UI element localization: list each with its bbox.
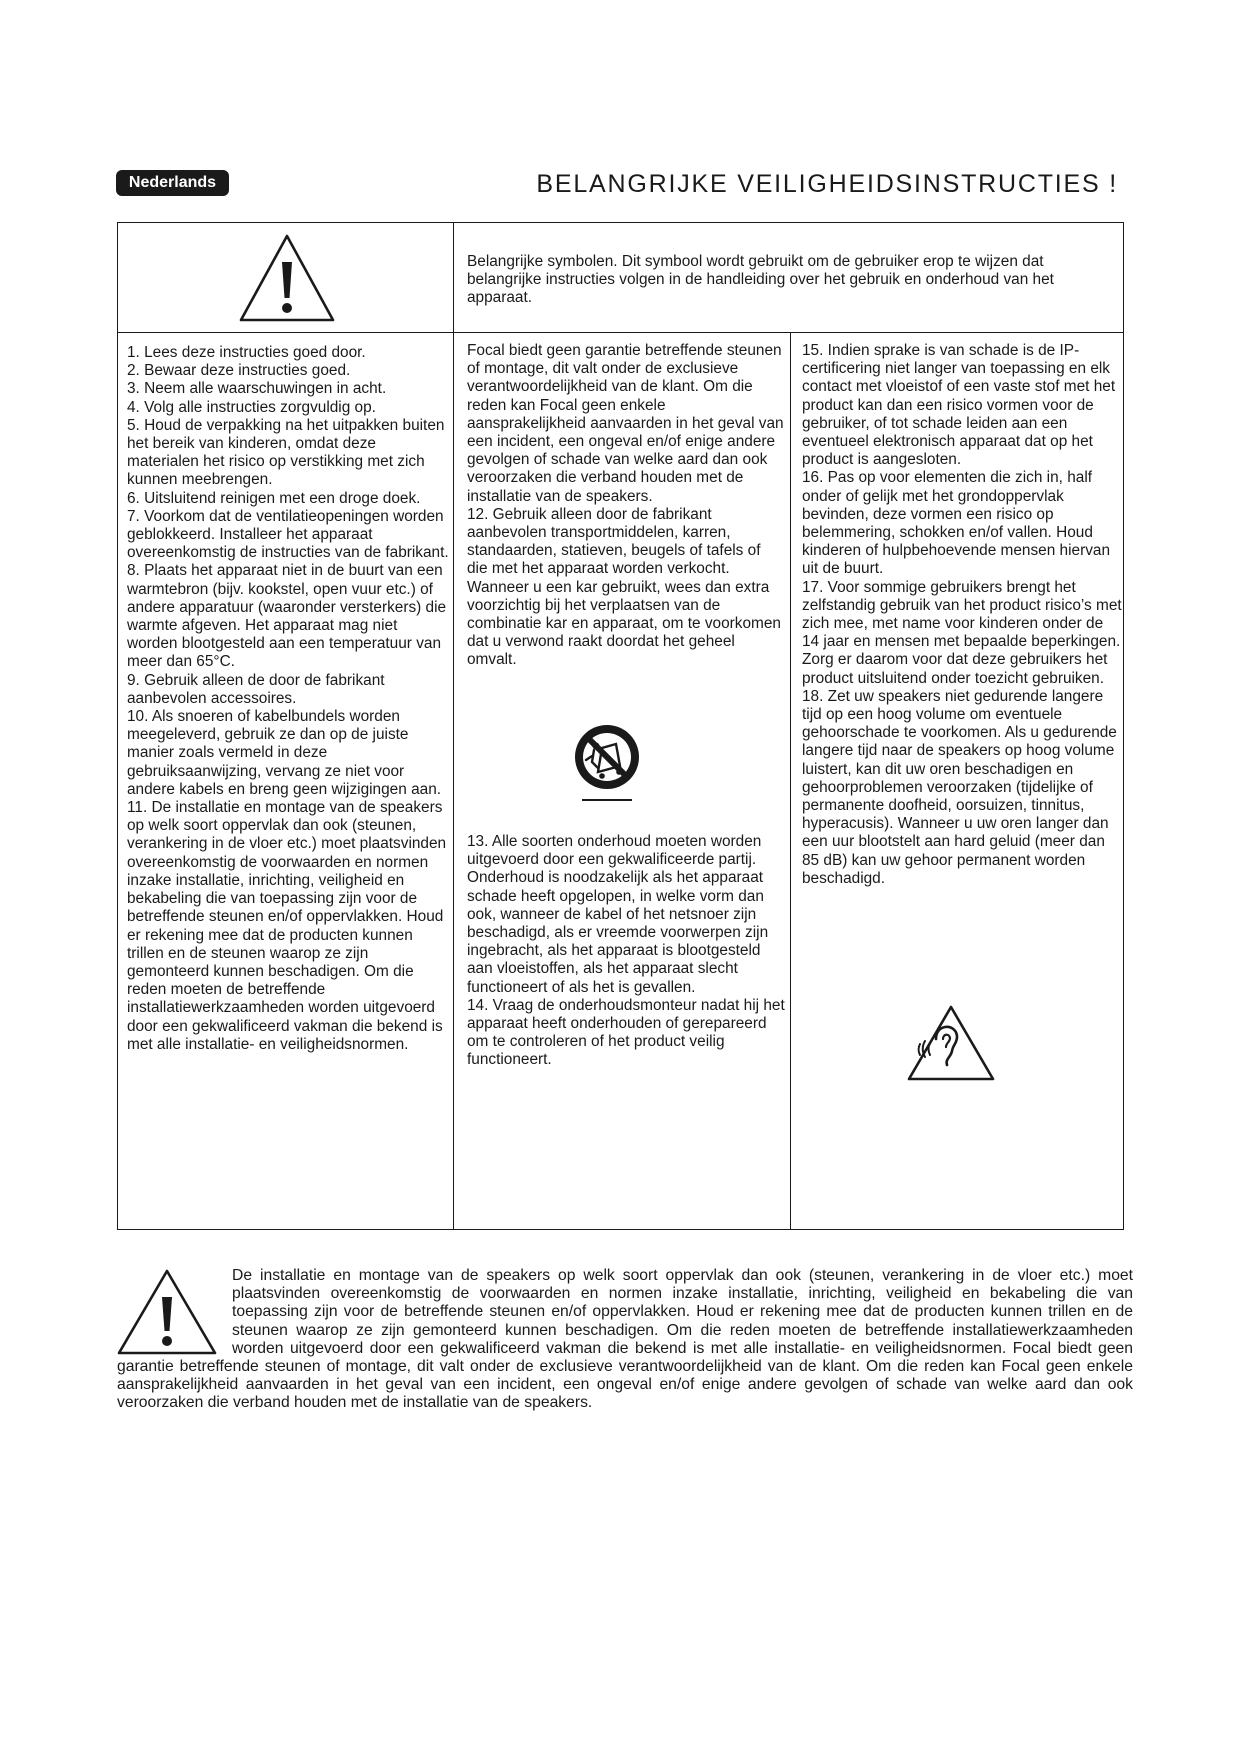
instructions-column-2-top (467, 342, 785, 670)
instruction-item: 18. Zet uw speakers niet gedurende langere tijd op een hoog volume om eventuele gehoorschade te voorkomen. Als u gedurende langere tijd naar de speakers op hoog volume luistert, kan dit uw oren beschadigen en gehoorproblemen veroorzaken (tijdelijke of permanente doofheid, oorsuizen, tinnitus, hyperacusis). Wanneer u uw oren langer dan een uur blootstelt aan hard geluid (meer dan 85 dB) kan uw gehoor permanent worden beschadigd. (802, 687, 1117, 887)
instruction-item: 8. Plaats het apparaat niet in de buurt van een warmtebron (bijv. kookstel, open vuur etc.) of andere apparatuur (waaronder versterkers) die warmte afgeven. Het apparaat mag niet worden blootgesteld aan een temperatuur van meer dan 65°C. (127, 562, 447, 671)
page-title: BELANGRIJKE VEILIGHEIDSINSTRUCTIES ! (536, 170, 1118, 198)
warning-triangle-icon (237, 232, 337, 324)
instruction-item: 6. Uitsluitend reinigen met een droge doek. (127, 489, 421, 507)
instruction-item: 16. Pas op voor elementen die zich in, half onder of gelijk met het grondoppervlak bevinden, deze vormen een risico op belemmering, schokken en/of vallen. Houd kinderen of hulpbehoevende mensen hiervan uit de buurt. (802, 469, 1111, 578)
instruction-item: 12. Gebruik alleen door de fabrikant aanbevolen transportmiddelen, karren, standaarden, statieven, beugels of tafels of die met het apparaat worden verkocht. Wanneer u een kar gebruikt, wees dan extra voorzichtig bij het verplaatsen van de combinatie kar en apparaat, om te voorkomen dat u verwond raakt doordat het geheel omvalt. (467, 505, 781, 669)
instruction-item: 9. Gebruik alleen de door de fabrikant aanbevolen accessoires. (127, 671, 385, 707)
instructions-column-1 (127, 344, 449, 1054)
instruction-item: 2. Bewaar deze instructies goed. (127, 362, 351, 380)
instruction-item: Focal biedt geen garantie betreffende steunen of montage, dit valt onder de exclusieve verantwoordelijkheid van de klant. Om die reden kan Focal geen enkele aansprakelijkheid aanvaarden in het geval van een incident, een ongeval en/of enige andere gevolgen of schade van welke aard dan ook veroorzaken die verband houden met de installatie van de speakers. (467, 342, 784, 505)
instruction-item: 7. Voorkom dat de ventilatieopeningen worden geblokkeerd. Installeer het apparaat overeenkomstig de instructies van de fabrikant. (127, 507, 449, 562)
language-badge: Nederlands (116, 170, 229, 196)
symbols-description: Belangrijke symbolen. Dit symbool wordt gebruikt om de gebruiker erop te wijzen dat belangrijke instructies volgen in de handleiding over het gebruik en onderhoud van het apparaat. (467, 253, 1054, 307)
instruction-item: 1. Lees deze instructies goed door. (127, 344, 366, 361)
instruction-item: 14. Vraag de onderhoudsmonteur nadat hij het apparaat heeft onderhouden of gerepareerd om te controleren of het product veilig functioneert. (467, 996, 785, 1069)
warning-triangle-icon (117, 1267, 232, 1355)
table-row-divider (117, 332, 1124, 333)
cart-tip-over-icon (572, 722, 642, 804)
instructions-column-2-bottom (467, 833, 785, 1070)
table-column-divider-2 (790, 332, 791, 1230)
instruction-item: 4. Volg alle instructies zorgvuldig op. (127, 398, 376, 416)
instruction-item: 13. Alle soorten onderhoud moeten worden uitgevoerd door een gekwalificeerde partij. Onderhoud is noodzakelijk als het apparaat schade heeft opgelopen, in welke vorm dan ook, wanneer de kabel of het netsnoer zijn beschadigd, als er vreemde voorwerpen zijn ingebracht, als het apparaat is blootgesteld aan vloeistoffen, als het apparaat slecht functioneert of als het is gevallen. (467, 833, 769, 996)
instruction-item: 15. Indien sprake is van schade is de IP-certificering niet langer van toepassing en elk contact met vloeistof of een vaste stof met het product kan dan een risico vormen voor de gebruiker, of tot schade leiden aan een eventueel elektronisch apparaat dat op het product is aangesloten. (802, 342, 1116, 469)
table-column-divider-1 (453, 222, 454, 1230)
instruction-item: 10. Als snoeren of kabelbundels worden meegeleverd, gebruik ze dan op de juiste manier zoals vermeld in deze gebruiksaanwijzing, vervang ze niet voor andere kabels en breng geen wijzigingen aan. (127, 708, 442, 798)
installation-warning-text: De installatie en montage van de speakers op welk soort oppervlak dan ook (steunen, verankering in de vloer etc.) moet plaatsvinden overeenkomstig de voorwaarden en normen inzake installatie, inrichting, veiligheid en bekabeling die van toepassing zijn voor de betreffende steunen en/of oppervlakken. Houd er rekening mee dat de producten kunnen trillen en de steunen waarop ze zijn gemonteerd kunnen beschadigen. Om die reden moeten de betreffende installatiewerkzaamheden worden uitgevoerd door een gekwalificeerd vakman die bekend is met alle installatie- en veiligheidsnormen. Focal biedt geen garantie betreffende steunen of montage, dit valt onder de exclusieve verantwoordelijkheid van de klant. Om die reden kan Focal geen enkele aansprakelijkheid aanvaarden in het geval van een incident, een ongeval en/of enige andere gevolgen of schade van welke aard dan ook veroorzaken die verband houden met de installatie van de speakers. (117, 1267, 1133, 1412)
hearing-damage-icon (905, 1003, 997, 1083)
instruction-item: 5. Houd de verpakking na het uitpakken buiten het bereik van kinderen, omdat deze materialen het risico op verstikking met zich kunnen meebrengen. (127, 416, 445, 489)
instruction-item: 11. De installatie en montage van de speakers op welk soort oppervlak dan ook (steunen, verankering in de vloer etc.) moet plaatsvinden overeenkomstig de voorwaarden en normen inzake installatie, inrichting, veiligheid en bekabeling die van toepassing zijn voor de betreffende steunen en/of oppervlakken. Houd er rekening mee dat de producten kunnen trillen en de steunen waarop ze zijn gemonteerd kunnen beschadigen. Om die reden moeten de betreffende installatiewerkzaamheden worden uitgevoerd door een gekwalificeerd vakman die bekend is met alle installatie- en veiligheidsnormen. (127, 799, 447, 1053)
instruction-item: 17. Voor sommige gebruikers brengt het zelfstandig gebruik van het product risico’s met zich mee, met name voor kinderen onder de 14 jaar en mensen met bepaalde beperkingen. Zorg er daarom voor dat deze gebruikers het product uitsluitend onder toezicht gebruiken. (802, 578, 1122, 687)
instructions-column-3 (802, 342, 1122, 888)
instruction-item: 3. Neem alle waarschuwingen in acht. (127, 380, 387, 398)
installation-warning-note (117, 1267, 1133, 1413)
